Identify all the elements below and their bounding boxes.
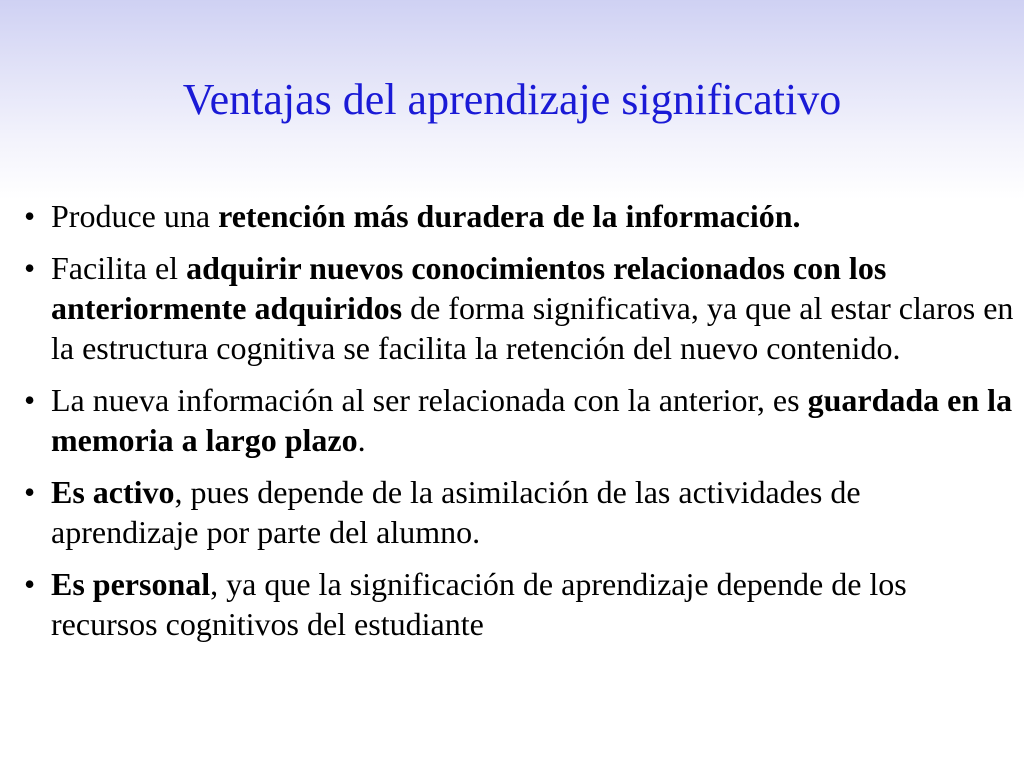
bullet-item <box>24 472 1014 552</box>
bullet-dot: • <box>24 250 36 286</box>
bullet-item <box>24 196 1014 236</box>
bullet-list <box>24 196 1014 656</box>
bullet-text-bold: Es activo <box>51 474 175 510</box>
bullet-text-bold: guardada en la memoria a largo plazo <box>51 382 1013 458</box>
bullet-text: La nueva información al ser relacionada con la anterior, es <box>51 382 808 418</box>
bullet-text: , ya que la significación de aprendizaje depende de los recursos cognitivos del estudiante <box>51 566 907 642</box>
bullet-text: Facilita el <box>51 250 187 286</box>
bullet-dot: • <box>24 198 36 234</box>
bullet-text-bold: adquirir nuevos conocimientos relacionados con los anteriormente adquiridos <box>51 250 887 326</box>
bullet-item <box>24 564 1014 644</box>
bullet-dot: • <box>24 382 36 418</box>
bullet-text-bold: retención más duradera de la información. <box>218 198 801 234</box>
bullet-text: , pues depende de la asimilación de las actividades de aprendizaje por parte del alumno. <box>51 474 861 550</box>
bullet-dot: • <box>24 566 36 602</box>
bullet-text: . <box>357 422 366 458</box>
slide-title: Ventajas del aprendizaje significativo <box>182 75 842 124</box>
bullet-text-bold: Es personal <box>51 566 211 602</box>
bullet-item <box>24 380 1014 460</box>
bullet-dot: • <box>24 474 36 510</box>
bullet-item <box>24 248 1014 368</box>
bullet-text: de forma significativa, ya que al estar claros en la estructura cognitiva se facilita la retención del nuevo contenido. <box>51 290 1014 366</box>
bullet-text: Produce una <box>51 198 219 234</box>
